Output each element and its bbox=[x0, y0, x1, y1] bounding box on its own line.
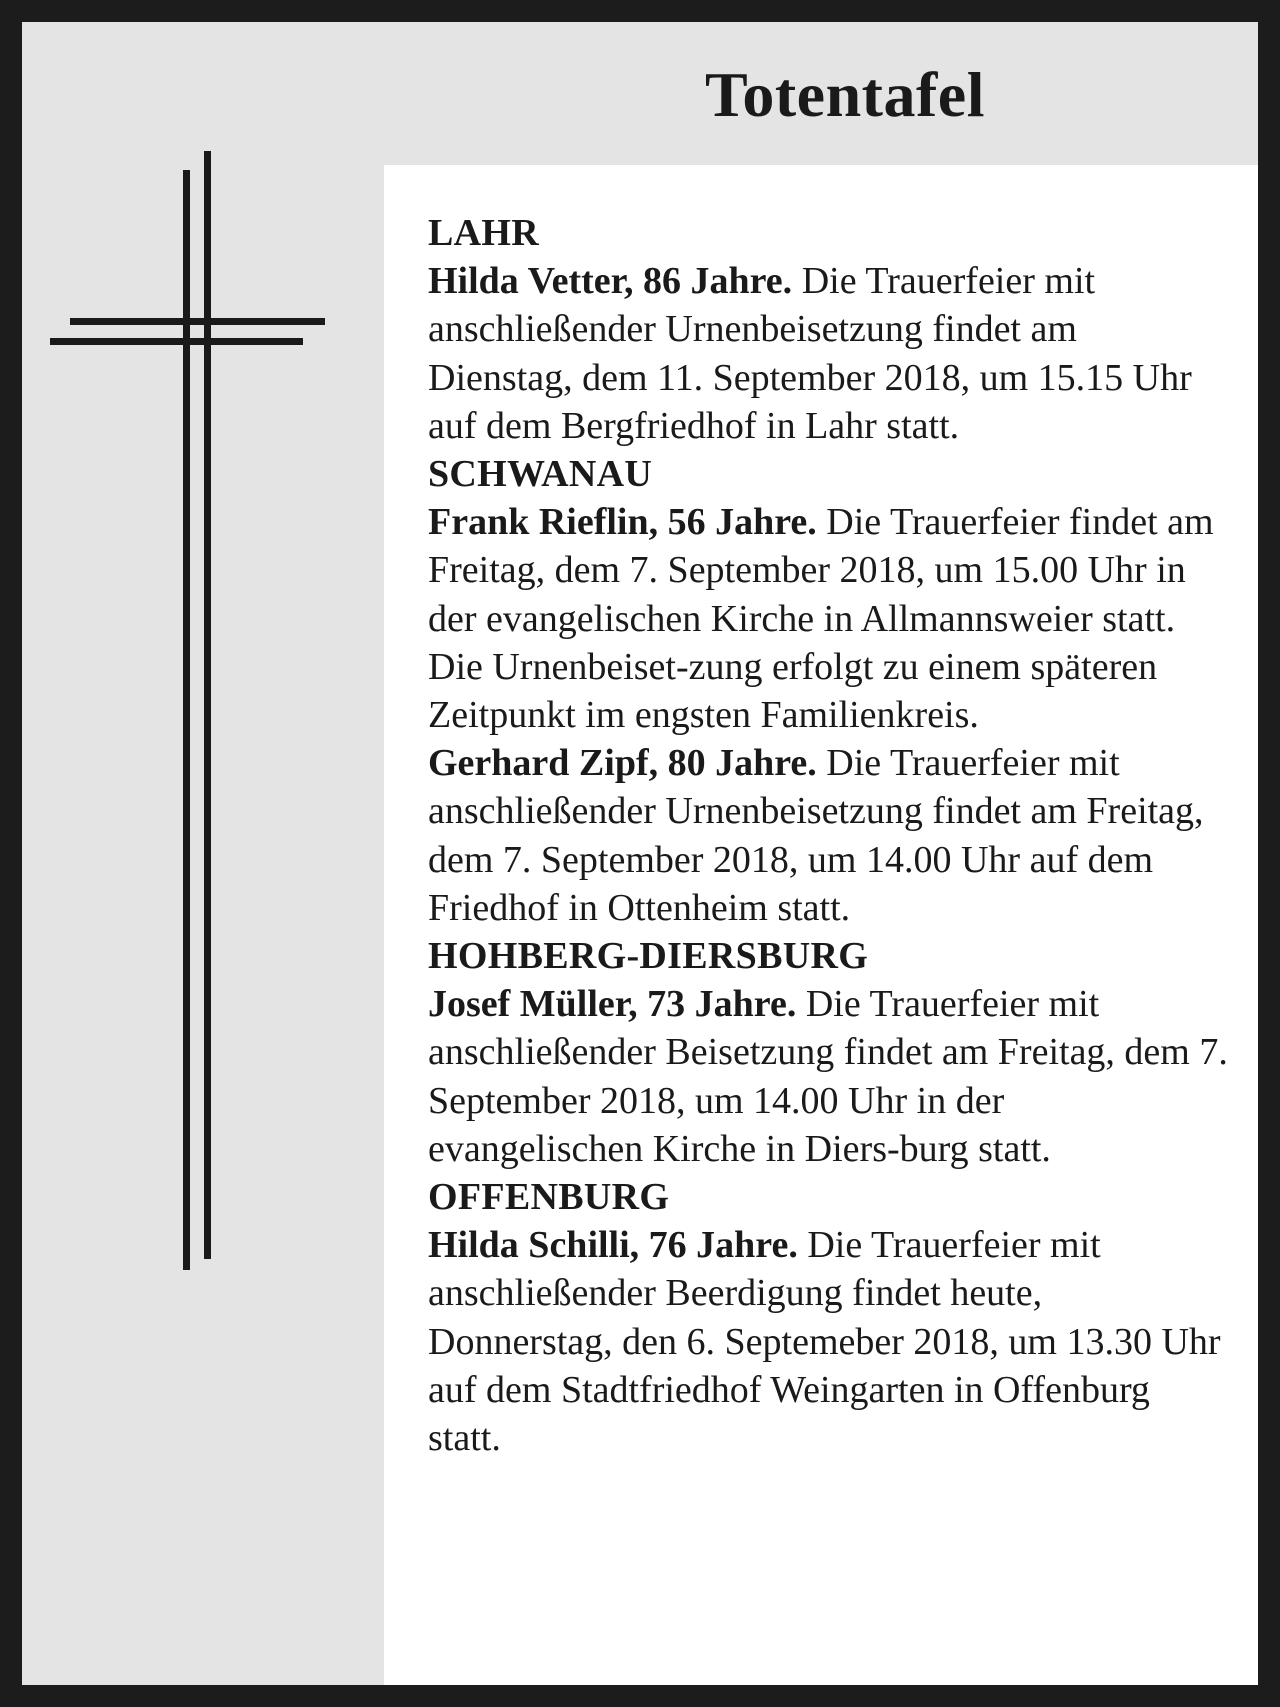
ceremony-text: Die Trauerfeier mit anschließender Beerdigung findet heute, Donnerstag, den 6. Septemeber 2018, um 13.30 Uhr auf dem Stadtfriedhof Weingarten in Offenburg statt. bbox=[428, 1224, 1221, 1460]
cross-right-bar bbox=[204, 151, 211, 1259]
obituary-entry bbox=[428, 980, 1228, 1173]
cross-top-beam bbox=[70, 318, 325, 325]
page-title: Totentafel bbox=[705, 59, 985, 130]
ceremony-text: Die Trauerfeier mit anschließender Urnenbeisetzung findet am Dienstag, dem 11. September 2018, um 15.15 Uhr auf dem Bergfriedhof in Lahr statt. bbox=[428, 260, 1192, 447]
place-heading: LAHR bbox=[428, 212, 539, 254]
deceased-name: Hilda Vetter, 86 Jahre. bbox=[428, 260, 793, 303]
obituary-entry bbox=[428, 1221, 1228, 1462]
obituary-entry bbox=[428, 498, 1228, 739]
cross-icon bbox=[22, 22, 382, 1685]
obituary-list bbox=[384, 165, 1258, 1685]
place-heading: HOHBERG-DIERSBURG bbox=[428, 935, 869, 978]
obituary-entry bbox=[428, 739, 1228, 932]
deceased-name: Frank Rieflin, 56 Jahre. bbox=[428, 501, 817, 544]
ceremony-text: Die Trauerfeier mit anschließender Urnenbeisetzung findet am Freitag, dem 7. September 2018, um 14.00 Uhr auf dem Friedhof in Ottenheim statt. bbox=[428, 742, 1204, 929]
deceased-name: Josef Müller, 73 Jahre. bbox=[428, 983, 797, 1026]
deceased-name: Hilda Schilli, 76 Jahre. bbox=[428, 1224, 798, 1267]
cross-left-bar bbox=[183, 170, 190, 1270]
obituary-panel bbox=[22, 22, 1258, 1685]
place-heading: OFFENBURG bbox=[428, 1176, 670, 1219]
place-heading: SCHWANAU bbox=[428, 453, 653, 496]
ceremony-text: Die Trauerfeier mit anschließender Beisetzung findet am Freitag, dem 7. September 2018, um 14.00 Uhr in der evangelischen Kirche in Diers-burg statt. bbox=[428, 983, 1228, 1170]
obituary-entry bbox=[428, 257, 1228, 450]
ceremony-text: Die Trauerfeier findet am Freitag, dem 7. September 2018, um 15.00 Uhr in der evangelischen Kirche in Allmannsweier statt. Die Urnenbeiset-zung erfolgt zu einem späteren Zeitpunkt im engsten Familienkreis. bbox=[428, 501, 1214, 737]
cross-bottom-beam bbox=[50, 338, 303, 345]
deceased-name: Gerhard Zipf, 80 Jahre. bbox=[428, 742, 817, 785]
